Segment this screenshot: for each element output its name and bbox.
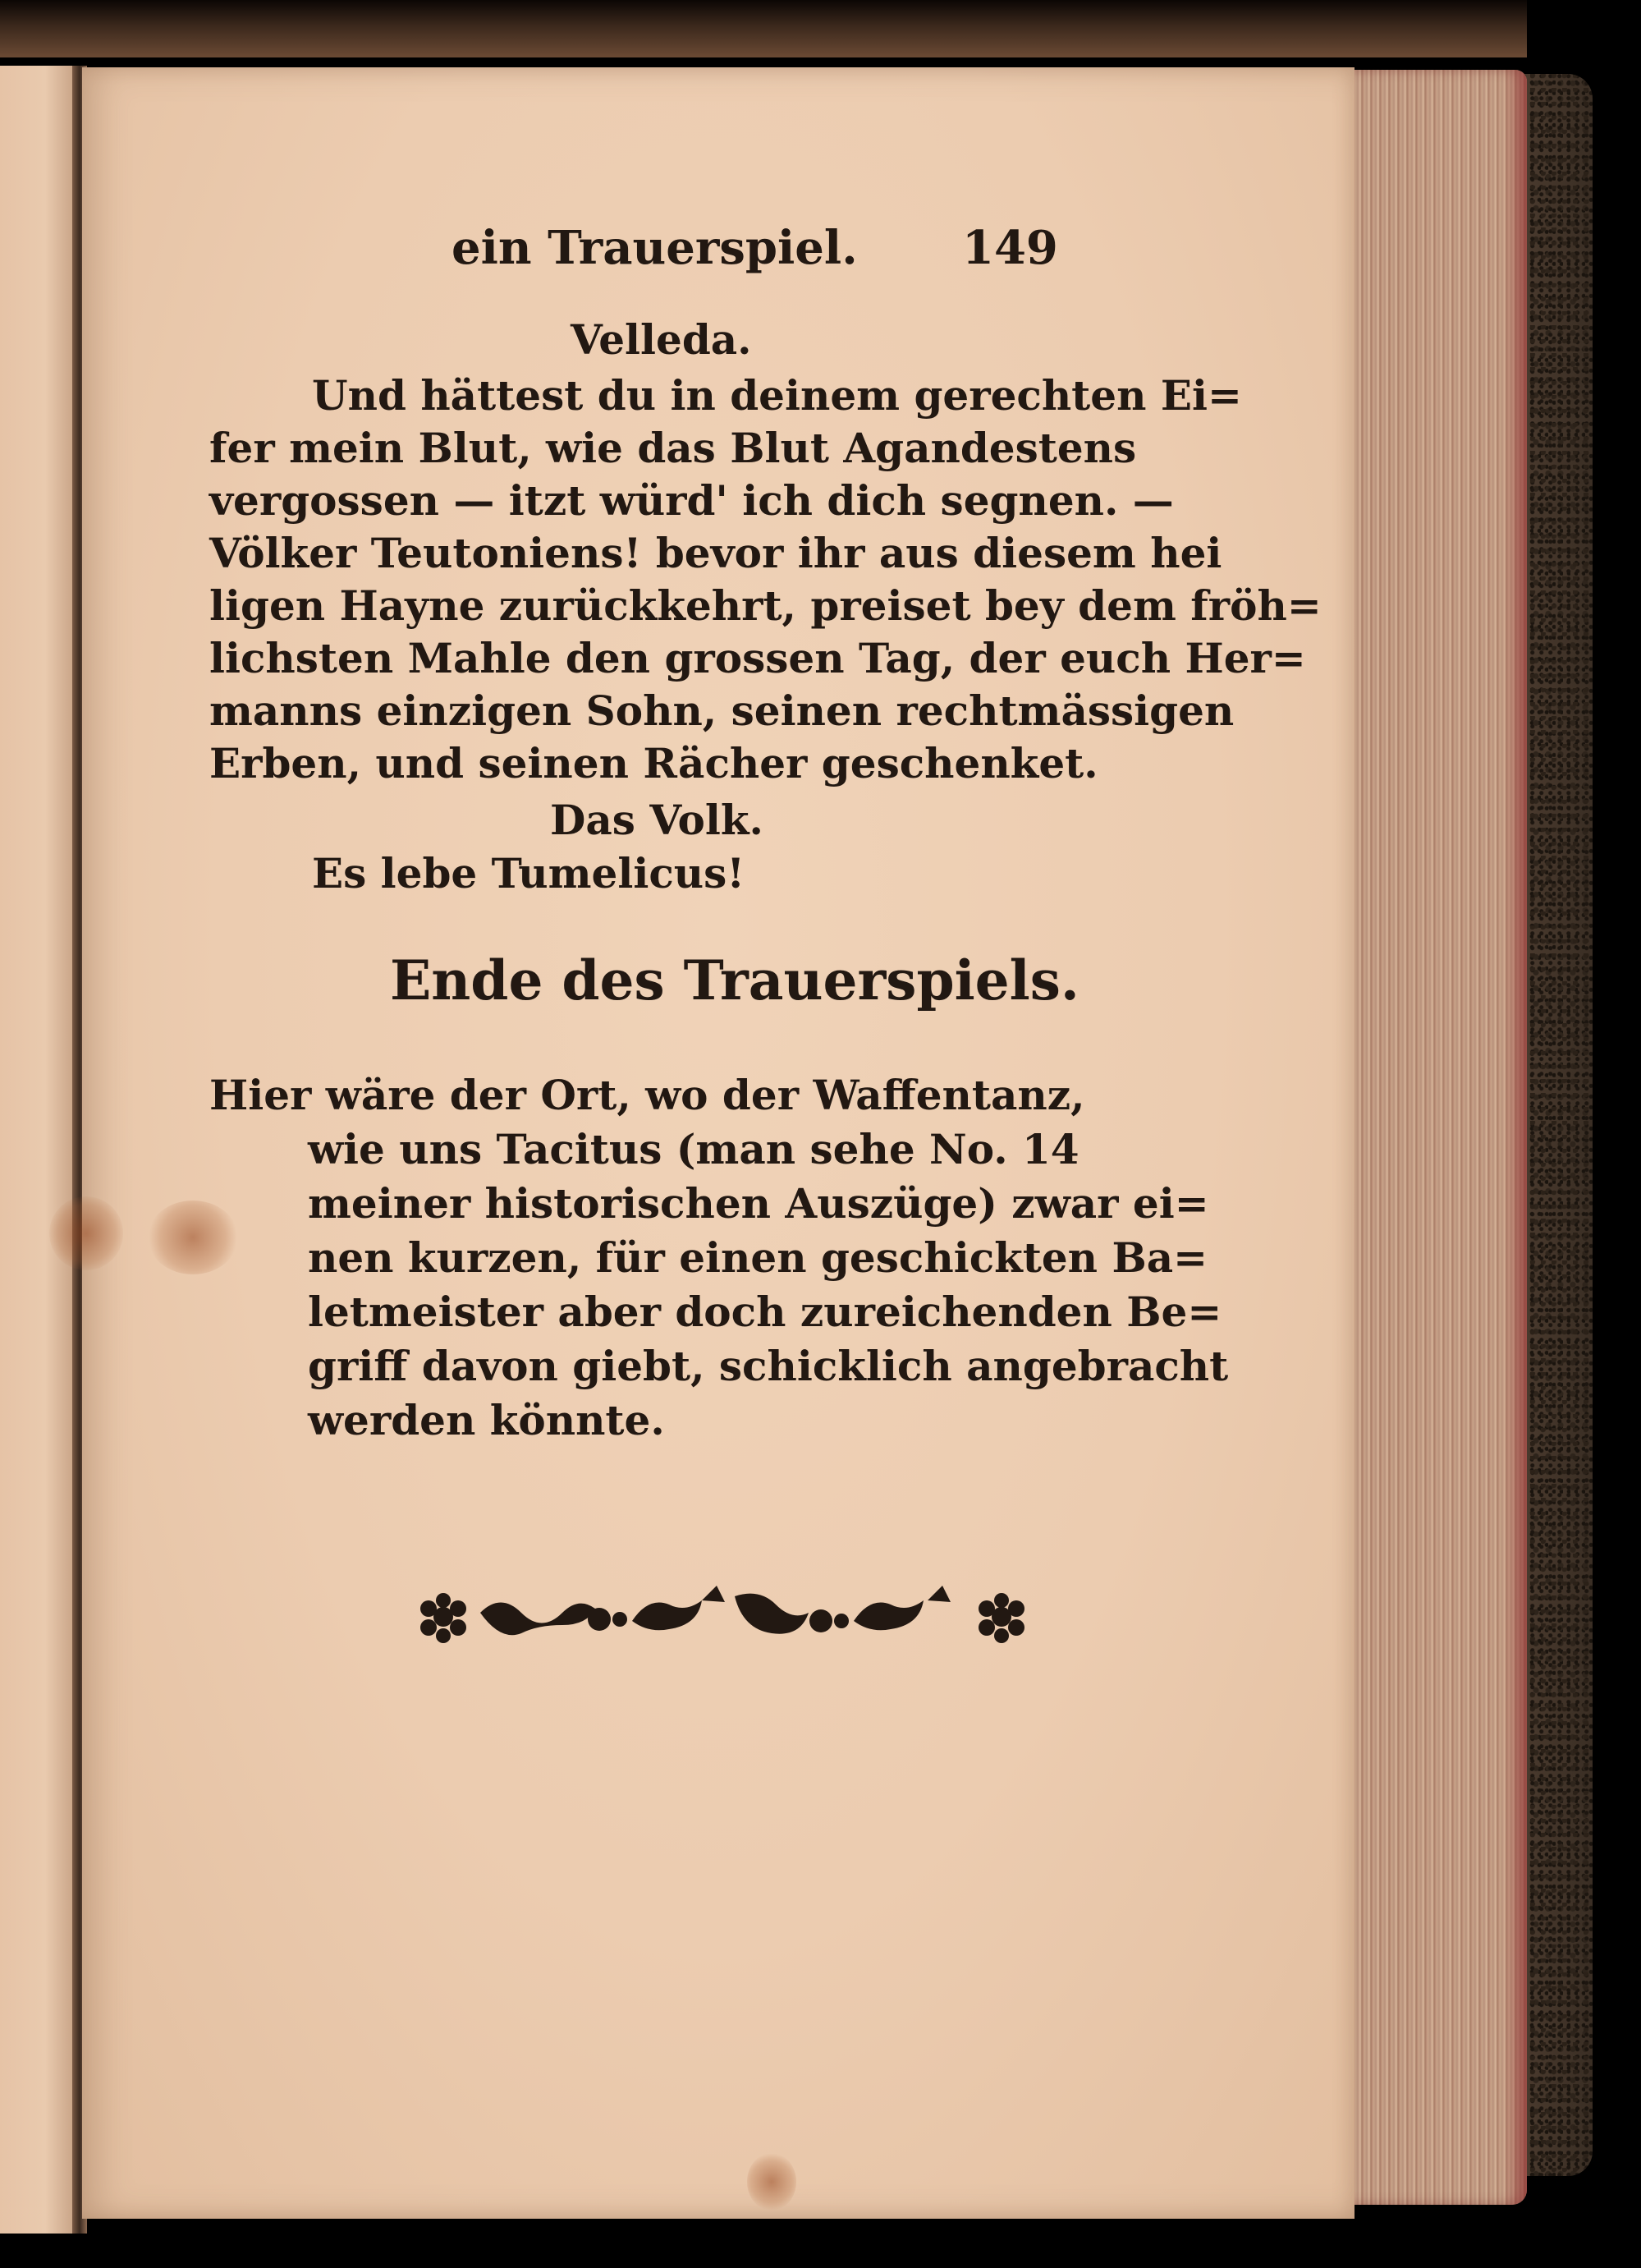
speech-line: Erben, und seinen Rächer geschenket. <box>209 739 1098 787</box>
speaker-name: Velleda. <box>571 315 752 364</box>
foxing-stain <box>148 1201 238 1274</box>
page-number: 149 <box>962 221 1058 275</box>
speech-line: lichsten Mahle den grossen Tag, der euch Her= <box>209 634 1306 682</box>
speaker-name: Das Volk. <box>550 796 763 844</box>
speech-line: vergossen — itzt würd' ich dich segnen. — <box>209 476 1174 525</box>
page-stack-edges <box>1346 70 1527 2205</box>
foxing-stain <box>747 2153 796 2211</box>
flower-icon <box>979 1593 1024 1643</box>
speech-line: Völker Teutoniens! bevor ihr aus diesem hei <box>209 529 1222 577</box>
note-line: meiner historischen Auszüge) zwar ei= <box>308 1179 1209 1228</box>
note-line: griff davon giebt, schicklich angebracht <box>308 1342 1229 1390</box>
speech-line: Und hättest du in deinem gerechten Ei= <box>312 371 1242 420</box>
foxing-stain <box>49 1196 123 1270</box>
note-line: wie uns Tacitus (man sehe No. 14 <box>308 1125 1079 1173</box>
end-title: Ende des Trauerspiels. <box>390 948 1079 1012</box>
running-head-title: ein Trauerspiel. <box>452 221 858 275</box>
fleuron-ornament <box>410 1580 1051 1654</box>
note-line: nen kurzen, für einen geschickten Ba= <box>308 1233 1208 1282</box>
speech-line: manns einzigen Sohn, seinen rechtmässigen <box>209 686 1235 735</box>
book-page <box>82 67 1355 2219</box>
top-board-edge <box>0 0 1527 57</box>
left-facing-page <box>0 66 76 2234</box>
speech-line: ligen Hayne zurückkehrt, preiset bey dem fröh= <box>209 581 1322 630</box>
note-line: Hier wäre der Ort, wo der Waffentanz, <box>209 1071 1085 1119</box>
flower-icon <box>420 1593 466 1643</box>
speech-line: fer mein Blut, wie das Blut Agandestens <box>209 424 1137 472</box>
speech-line: Es lebe Tumelicus! <box>312 849 745 898</box>
note-line: letmeister aber doch zureichenden Be= <box>308 1288 1222 1336</box>
note-line: werden könnte. <box>308 1396 665 1444</box>
